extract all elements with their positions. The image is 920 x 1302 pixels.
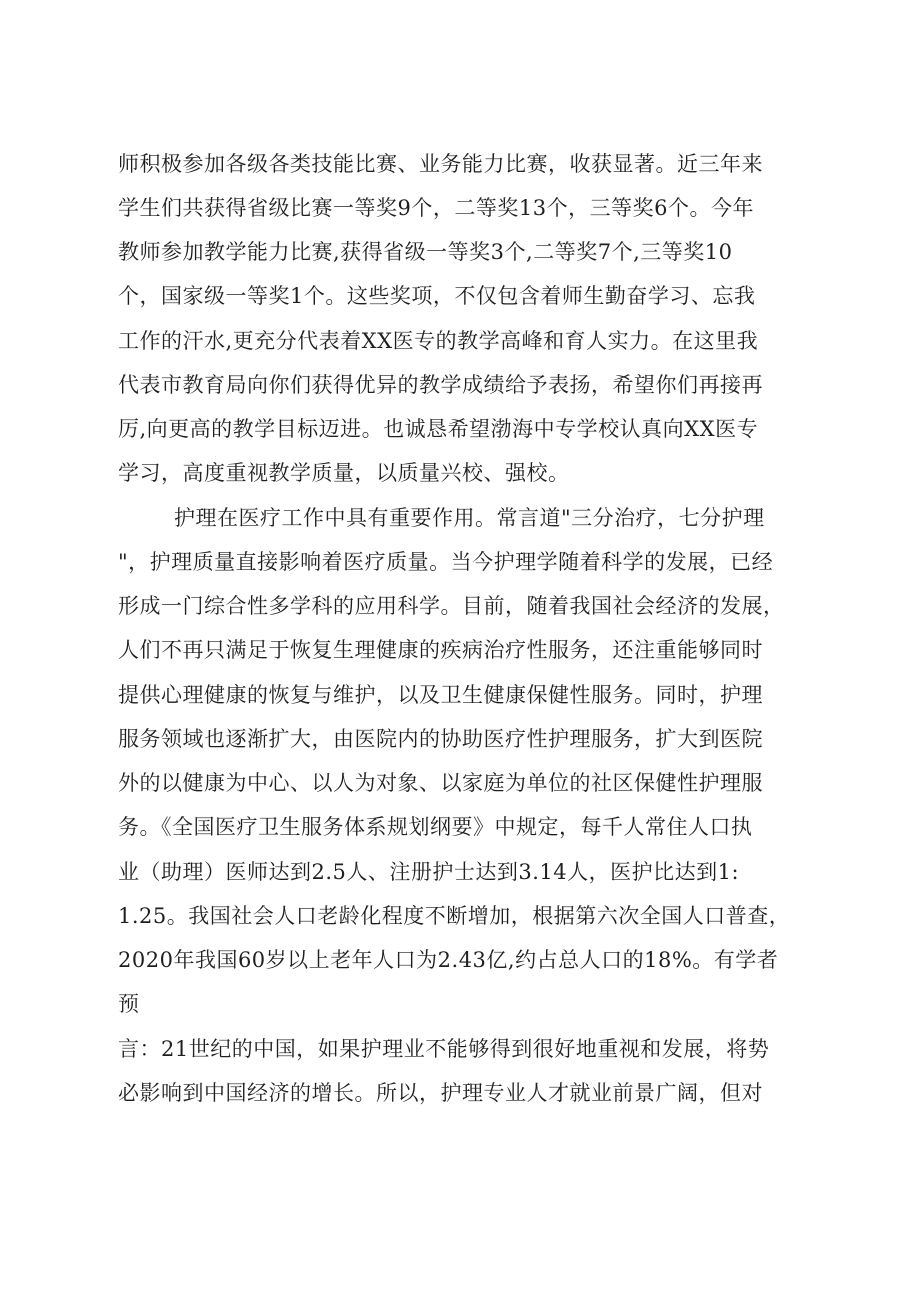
text-line: 个，国家级一等奖1个。这些奖项，不仅包含着师生勤奋学习、忘我: [118, 284, 756, 308]
text-line: 提供心理健康的恢复与维护，以及卫生健康保健性服务。同时，护理: [118, 683, 763, 707]
text-line: 教师参加教学能力比赛,获得省级一等奖3个,二等奖7个,三等奖10: [118, 240, 733, 264]
text-line: 形成一门综合性多学科的应用科学。目前，随着我国社会经济的发展，: [118, 594, 785, 618]
text-line: 必影响到中国经济的增长。所以，护理专业人才就业前景广阔，但对: [118, 1081, 763, 1105]
text-line: 师积极参加各级各类技能比赛、业务能力比赛，收获显著。近三年来: [118, 152, 763, 176]
text-line: 厉,向更高的教学目标迈进。也诚恳希望渤海中专学校认真向XX医专: [118, 417, 759, 441]
text-line: 服务领域也逐渐扩大，由医院内的协助医疗性护理服务，扩大到医院: [118, 727, 763, 751]
text-line: 学习，高度重视教学质量，以质量兴校、强校。: [118, 461, 570, 485]
text-line: "，护理质量直接影响着医疗质量。当今护理学随着科学的发展，已经: [118, 550, 774, 574]
text-line: 外的以健康为中心、以人为对象、以家庭为单位的社区保健性护理服: [118, 771, 763, 795]
text-line: 工作的汗水,更充分代表着XX医专的教学高峰和育人实力。在这里我: [118, 329, 759, 353]
text-line: 1.25。我国社会人口老龄化程度不断增加，根据第六次全国人口普查，: [118, 904, 791, 928]
text-line: 学生们共获得省级比赛一等奖9个，二等奖13个，三等奖6个。今年: [118, 196, 754, 220]
paragraph-first-line: 护理在医疗工作中具有重要作用。常言道"三分治疗，七分护理: [174, 506, 765, 530]
text-line: 务。《全国医疗卫生服务体系规划纲要》中规定，每千人常住人口执: [118, 815, 753, 839]
text-line: 言：21世纪的中国，如果护理业不能够得到很好地重视和发展，将势: [118, 1037, 770, 1061]
text-line: 业（助理）医师达到2.5人、注册护士达到3.14人，医护比达到1:: [118, 860, 740, 884]
text-line: 2020年我国60岁以上老年人口为2.43亿,约占总人口的18%。有学者: [118, 948, 779, 972]
text-line: 人们不再只满足于恢复生理健康的疾病治疗性服务，还注重能够同时: [118, 638, 763, 662]
text-line: 预: [118, 992, 140, 1016]
text-line: 代表市教育局向你们获得优异的教学成绩给予表扬，希望你们再接再: [118, 373, 763, 397]
